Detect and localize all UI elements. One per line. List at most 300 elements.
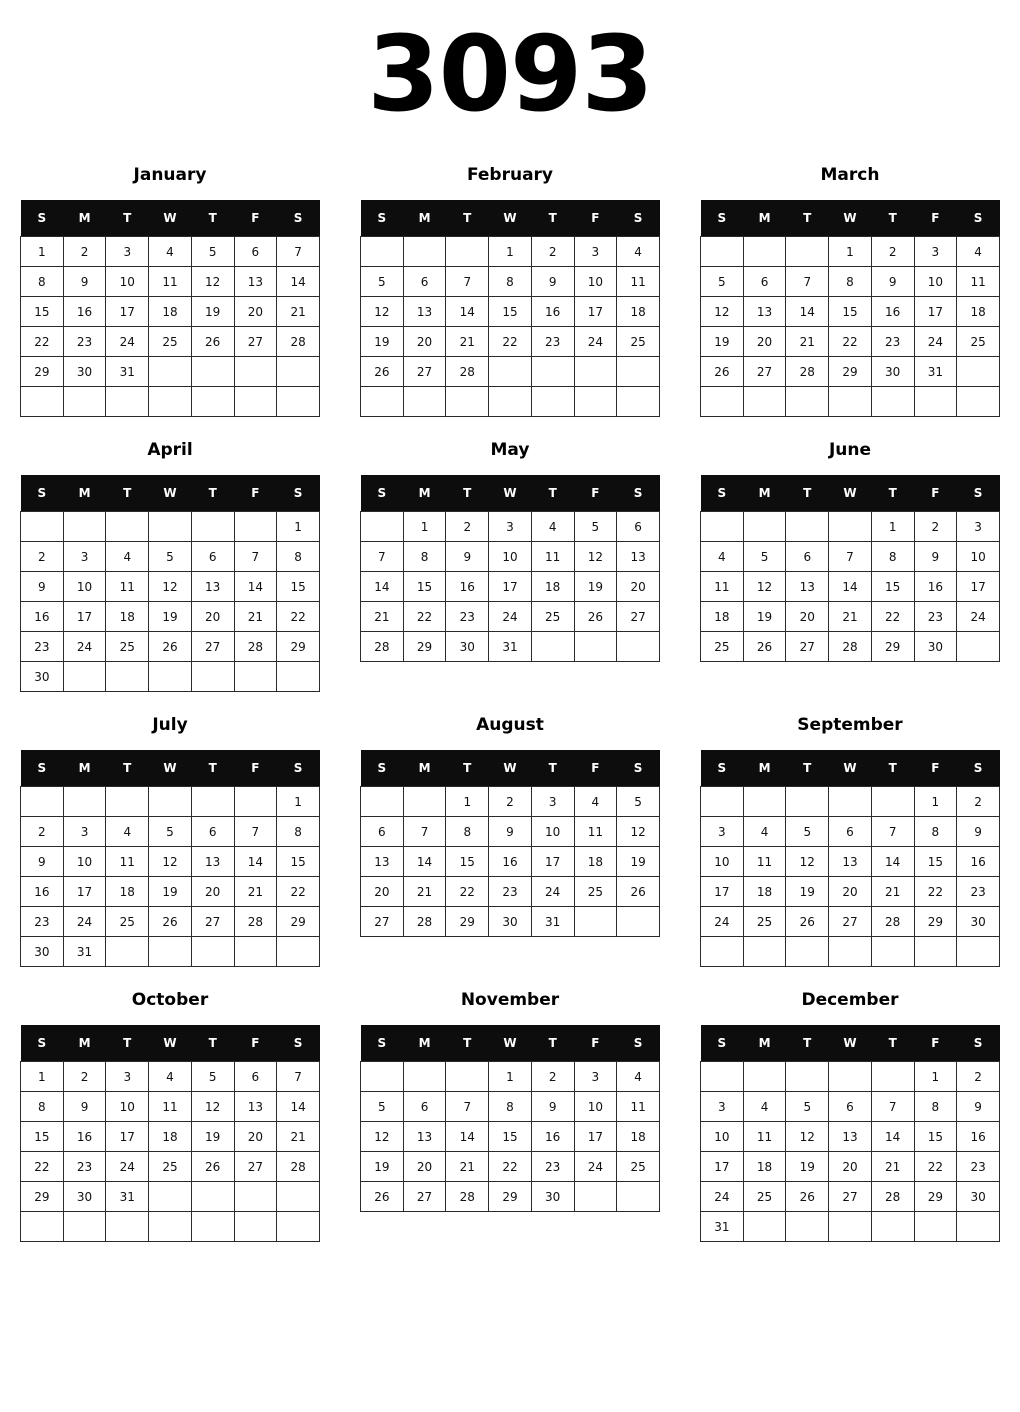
day-cell[interactable]: 15 [277, 847, 320, 877]
day-cell[interactable]: 13 [617, 542, 660, 572]
day-cell[interactable]: 22 [489, 327, 532, 357]
day-cell[interactable]: 3 [701, 1092, 744, 1122]
day-cell[interactable]: 19 [191, 1122, 234, 1152]
day-cell[interactable]: 8 [277, 542, 320, 572]
day-cell[interactable]: 12 [191, 267, 234, 297]
day-cell[interactable]: 26 [786, 907, 829, 937]
day-cell[interactable]: 1 [914, 787, 957, 817]
day-cell[interactable]: 17 [489, 572, 532, 602]
day-cell[interactable]: 14 [871, 847, 914, 877]
day-cell[interactable]: 15 [21, 297, 64, 327]
day-cell[interactable]: 23 [21, 632, 64, 662]
day-cell[interactable]: 28 [446, 1182, 489, 1212]
day-cell[interactable]: 1 [871, 512, 914, 542]
day-cell[interactable]: 19 [361, 1152, 404, 1182]
day-cell[interactable]: 24 [63, 632, 106, 662]
day-cell[interactable]: 25 [617, 1152, 660, 1182]
day-cell[interactable]: 5 [149, 817, 192, 847]
day-cell[interactable]: 14 [829, 572, 872, 602]
day-cell[interactable]: 31 [106, 1182, 149, 1212]
day-cell[interactable]: 11 [106, 572, 149, 602]
day-cell[interactable]: 15 [489, 1122, 532, 1152]
day-cell[interactable]: 11 [743, 847, 786, 877]
day-cell[interactable]: 27 [403, 1182, 446, 1212]
day-cell[interactable]: 18 [743, 1152, 786, 1182]
day-cell[interactable]: 27 [829, 1182, 872, 1212]
day-cell[interactable]: 12 [361, 1122, 404, 1152]
day-cell[interactable]: 24 [106, 1152, 149, 1182]
day-cell[interactable]: 19 [149, 602, 192, 632]
day-cell[interactable]: 13 [191, 847, 234, 877]
day-cell[interactable]: 16 [446, 572, 489, 602]
day-cell[interactable]: 16 [531, 297, 574, 327]
day-cell[interactable]: 27 [191, 907, 234, 937]
day-cell[interactable]: 3 [914, 237, 957, 267]
day-cell[interactable]: 18 [743, 877, 786, 907]
day-cell[interactable]: 7 [871, 1092, 914, 1122]
day-cell[interactable]: 23 [957, 1152, 1000, 1182]
day-cell[interactable]: 21 [871, 877, 914, 907]
day-cell[interactable]: 2 [531, 237, 574, 267]
day-cell[interactable]: 24 [63, 907, 106, 937]
day-cell[interactable]: 20 [191, 602, 234, 632]
day-cell[interactable]: 22 [914, 1152, 957, 1182]
day-cell[interactable]: 13 [234, 1092, 277, 1122]
day-cell[interactable]: 29 [277, 907, 320, 937]
day-cell[interactable]: 11 [574, 817, 617, 847]
day-cell[interactable]: 31 [531, 907, 574, 937]
day-cell[interactable]: 28 [403, 907, 446, 937]
day-cell[interactable]: 12 [149, 572, 192, 602]
day-cell[interactable]: 11 [149, 267, 192, 297]
day-cell[interactable]: 19 [191, 297, 234, 327]
day-cell[interactable]: 10 [63, 572, 106, 602]
day-cell[interactable]: 28 [446, 357, 489, 387]
day-cell[interactable]: 9 [63, 1092, 106, 1122]
day-cell[interactable]: 5 [786, 817, 829, 847]
day-cell[interactable]: 7 [403, 817, 446, 847]
day-cell[interactable]: 28 [829, 632, 872, 662]
day-cell[interactable]: 27 [234, 327, 277, 357]
day-cell[interactable]: 19 [786, 877, 829, 907]
day-cell[interactable]: 3 [574, 1062, 617, 1092]
day-cell[interactable]: 1 [277, 512, 320, 542]
day-cell[interactable]: 13 [829, 1122, 872, 1152]
day-cell[interactable]: 23 [914, 602, 957, 632]
day-cell[interactable]: 18 [149, 297, 192, 327]
day-cell[interactable]: 17 [531, 847, 574, 877]
day-cell[interactable]: 25 [617, 327, 660, 357]
day-cell[interactable]: 20 [403, 327, 446, 357]
day-cell[interactable]: 22 [21, 327, 64, 357]
day-cell[interactable]: 9 [914, 542, 957, 572]
day-cell[interactable]: 8 [403, 542, 446, 572]
day-cell[interactable]: 3 [106, 1062, 149, 1092]
day-cell[interactable]: 10 [63, 847, 106, 877]
day-cell[interactable]: 30 [63, 357, 106, 387]
day-cell[interactable]: 29 [914, 1182, 957, 1212]
day-cell[interactable]: 23 [531, 1152, 574, 1182]
day-cell[interactable]: 19 [149, 877, 192, 907]
day-cell[interactable]: 29 [446, 907, 489, 937]
day-cell[interactable]: 26 [361, 357, 404, 387]
day-cell[interactable]: 27 [786, 632, 829, 662]
day-cell[interactable]: 27 [829, 907, 872, 937]
day-cell[interactable]: 25 [106, 632, 149, 662]
day-cell[interactable]: 2 [957, 1062, 1000, 1092]
day-cell[interactable]: 16 [914, 572, 957, 602]
day-cell[interactable]: 22 [446, 877, 489, 907]
day-cell[interactable]: 15 [21, 1122, 64, 1152]
day-cell[interactable]: 28 [871, 907, 914, 937]
day-cell[interactable]: 17 [914, 297, 957, 327]
day-cell[interactable]: 26 [701, 357, 744, 387]
day-cell[interactable]: 17 [701, 877, 744, 907]
day-cell[interactable]: 22 [277, 877, 320, 907]
day-cell[interactable]: 26 [149, 632, 192, 662]
day-cell[interactable]: 10 [914, 267, 957, 297]
day-cell[interactable]: 14 [277, 267, 320, 297]
day-cell[interactable]: 25 [743, 907, 786, 937]
day-cell[interactable]: 28 [361, 632, 404, 662]
day-cell[interactable]: 23 [871, 327, 914, 357]
day-cell[interactable]: 21 [871, 1152, 914, 1182]
day-cell[interactable]: 20 [786, 602, 829, 632]
day-cell[interactable]: 20 [191, 877, 234, 907]
day-cell[interactable]: 24 [957, 602, 1000, 632]
day-cell[interactable]: 6 [829, 817, 872, 847]
day-cell[interactable]: 8 [829, 267, 872, 297]
day-cell[interactable]: 4 [149, 1062, 192, 1092]
day-cell[interactable]: 26 [191, 1152, 234, 1182]
day-cell[interactable]: 4 [743, 817, 786, 847]
day-cell[interactable]: 2 [446, 512, 489, 542]
day-cell[interactable]: 4 [617, 237, 660, 267]
day-cell[interactable]: 9 [489, 817, 532, 847]
day-cell[interactable]: 21 [403, 877, 446, 907]
day-cell[interactable]: 7 [234, 817, 277, 847]
day-cell[interactable]: 29 [21, 1182, 64, 1212]
day-cell[interactable]: 8 [914, 817, 957, 847]
day-cell[interactable]: 20 [617, 572, 660, 602]
day-cell[interactable]: 2 [531, 1062, 574, 1092]
day-cell[interactable]: 14 [277, 1092, 320, 1122]
day-cell[interactable]: 12 [191, 1092, 234, 1122]
day-cell[interactable]: 9 [63, 267, 106, 297]
day-cell[interactable]: 7 [871, 817, 914, 847]
day-cell[interactable]: 16 [957, 847, 1000, 877]
day-cell[interactable]: 22 [914, 877, 957, 907]
day-cell[interactable]: 5 [786, 1092, 829, 1122]
day-cell[interactable]: 18 [531, 572, 574, 602]
day-cell[interactable]: 23 [63, 1152, 106, 1182]
day-cell[interactable]: 3 [63, 817, 106, 847]
day-cell[interactable]: 25 [957, 327, 1000, 357]
day-cell[interactable]: 12 [574, 542, 617, 572]
day-cell[interactable]: 6 [234, 1062, 277, 1092]
day-cell[interactable]: 26 [743, 632, 786, 662]
day-cell[interactable]: 12 [786, 847, 829, 877]
day-cell[interactable]: 6 [743, 267, 786, 297]
day-cell[interactable]: 19 [617, 847, 660, 877]
day-cell[interactable]: 31 [63, 937, 106, 967]
day-cell[interactable]: 9 [21, 847, 64, 877]
day-cell[interactable]: 13 [403, 1122, 446, 1152]
day-cell[interactable]: 26 [574, 602, 617, 632]
day-cell[interactable]: 21 [446, 1152, 489, 1182]
day-cell[interactable]: 18 [106, 602, 149, 632]
day-cell[interactable]: 27 [361, 907, 404, 937]
day-cell[interactable]: 10 [489, 542, 532, 572]
day-cell[interactable]: 18 [106, 877, 149, 907]
day-cell[interactable]: 24 [574, 1152, 617, 1182]
day-cell[interactable]: 1 [277, 787, 320, 817]
day-cell[interactable]: 7 [277, 237, 320, 267]
day-cell[interactable]: 10 [574, 267, 617, 297]
day-cell[interactable]: 2 [914, 512, 957, 542]
day-cell[interactable]: 28 [277, 1152, 320, 1182]
day-cell[interactable]: 19 [574, 572, 617, 602]
day-cell[interactable]: 16 [489, 847, 532, 877]
day-cell[interactable]: 27 [743, 357, 786, 387]
day-cell[interactable]: 19 [701, 327, 744, 357]
day-cell[interactable]: 2 [871, 237, 914, 267]
day-cell[interactable]: 2 [63, 237, 106, 267]
day-cell[interactable]: 17 [63, 602, 106, 632]
day-cell[interactable]: 15 [914, 1122, 957, 1152]
day-cell[interactable]: 2 [957, 787, 1000, 817]
day-cell[interactable]: 11 [617, 267, 660, 297]
day-cell[interactable]: 27 [234, 1152, 277, 1182]
day-cell[interactable]: 16 [21, 877, 64, 907]
day-cell[interactable]: 24 [106, 327, 149, 357]
day-cell[interactable]: 23 [489, 877, 532, 907]
day-cell[interactable]: 25 [701, 632, 744, 662]
day-cell[interactable]: 28 [786, 357, 829, 387]
day-cell[interactable]: 3 [957, 512, 1000, 542]
day-cell[interactable]: 5 [574, 512, 617, 542]
day-cell[interactable]: 28 [234, 907, 277, 937]
day-cell[interactable]: 16 [63, 297, 106, 327]
day-cell[interactable]: 2 [63, 1062, 106, 1092]
day-cell[interactable]: 24 [701, 1182, 744, 1212]
day-cell[interactable]: 25 [743, 1182, 786, 1212]
day-cell[interactable]: 14 [446, 297, 489, 327]
day-cell[interactable]: 9 [21, 572, 64, 602]
day-cell[interactable]: 30 [63, 1182, 106, 1212]
day-cell[interactable]: 10 [531, 817, 574, 847]
day-cell[interactable]: 17 [106, 297, 149, 327]
day-cell[interactable]: 9 [531, 1092, 574, 1122]
day-cell[interactable]: 29 [914, 907, 957, 937]
day-cell[interactable]: 21 [277, 1122, 320, 1152]
day-cell[interactable]: 30 [21, 662, 64, 692]
day-cell[interactable]: 1 [21, 1062, 64, 1092]
day-cell[interactable]: 29 [21, 357, 64, 387]
day-cell[interactable]: 11 [531, 542, 574, 572]
day-cell[interactable]: 12 [701, 297, 744, 327]
day-cell[interactable]: 4 [149, 237, 192, 267]
day-cell[interactable]: 20 [234, 1122, 277, 1152]
day-cell[interactable]: 14 [871, 1122, 914, 1152]
day-cell[interactable]: 21 [361, 602, 404, 632]
day-cell[interactable]: 16 [957, 1122, 1000, 1152]
day-cell[interactable]: 31 [489, 632, 532, 662]
day-cell[interactable]: 10 [957, 542, 1000, 572]
day-cell[interactable]: 8 [446, 817, 489, 847]
day-cell[interactable]: 22 [489, 1152, 532, 1182]
day-cell[interactable]: 23 [63, 327, 106, 357]
day-cell[interactable]: 23 [531, 327, 574, 357]
day-cell[interactable]: 14 [234, 572, 277, 602]
day-cell[interactable]: 30 [914, 632, 957, 662]
day-cell[interactable]: 3 [574, 237, 617, 267]
day-cell[interactable]: 25 [149, 327, 192, 357]
day-cell[interactable]: 31 [701, 1212, 744, 1242]
day-cell[interactable]: 16 [531, 1122, 574, 1152]
day-cell[interactable]: 15 [489, 297, 532, 327]
day-cell[interactable]: 28 [871, 1182, 914, 1212]
day-cell[interactable]: 1 [914, 1062, 957, 1092]
day-cell[interactable]: 30 [871, 357, 914, 387]
day-cell[interactable]: 10 [701, 1122, 744, 1152]
day-cell[interactable]: 2 [21, 817, 64, 847]
day-cell[interactable]: 13 [743, 297, 786, 327]
day-cell[interactable]: 12 [361, 297, 404, 327]
day-cell[interactable]: 7 [786, 267, 829, 297]
day-cell[interactable]: 1 [489, 1062, 532, 1092]
day-cell[interactable]: 20 [829, 1152, 872, 1182]
day-cell[interactable]: 26 [191, 327, 234, 357]
day-cell[interactable]: 22 [21, 1152, 64, 1182]
day-cell[interactable]: 24 [914, 327, 957, 357]
day-cell[interactable]: 4 [106, 542, 149, 572]
day-cell[interactable]: 21 [277, 297, 320, 327]
day-cell[interactable]: 29 [277, 632, 320, 662]
day-cell[interactable]: 27 [617, 602, 660, 632]
day-cell[interactable]: 21 [786, 327, 829, 357]
day-cell[interactable]: 13 [191, 572, 234, 602]
day-cell[interactable]: 7 [361, 542, 404, 572]
day-cell[interactable]: 14 [234, 847, 277, 877]
day-cell[interactable]: 3 [106, 237, 149, 267]
day-cell[interactable]: 15 [403, 572, 446, 602]
day-cell[interactable]: 23 [957, 877, 1000, 907]
day-cell[interactable]: 17 [106, 1122, 149, 1152]
day-cell[interactable]: 5 [617, 787, 660, 817]
day-cell[interactable]: 2 [21, 542, 64, 572]
day-cell[interactable]: 4 [574, 787, 617, 817]
day-cell[interactable]: 16 [21, 602, 64, 632]
day-cell[interactable]: 12 [149, 847, 192, 877]
day-cell[interactable]: 8 [871, 542, 914, 572]
day-cell[interactable]: 6 [191, 817, 234, 847]
day-cell[interactable]: 1 [446, 787, 489, 817]
day-cell[interactable]: 22 [277, 602, 320, 632]
day-cell[interactable]: 8 [277, 817, 320, 847]
day-cell[interactable]: 8 [21, 267, 64, 297]
day-cell[interactable]: 19 [786, 1152, 829, 1182]
day-cell[interactable]: 13 [361, 847, 404, 877]
day-cell[interactable]: 13 [829, 847, 872, 877]
day-cell[interactable]: 9 [446, 542, 489, 572]
day-cell[interactable]: 17 [63, 877, 106, 907]
day-cell[interactable]: 14 [786, 297, 829, 327]
day-cell[interactable]: 9 [957, 1092, 1000, 1122]
day-cell[interactable]: 20 [743, 327, 786, 357]
day-cell[interactable]: 6 [234, 237, 277, 267]
day-cell[interactable]: 29 [403, 632, 446, 662]
day-cell[interactable]: 17 [957, 572, 1000, 602]
day-cell[interactable]: 10 [701, 847, 744, 877]
day-cell[interactable]: 9 [871, 267, 914, 297]
day-cell[interactable]: 4 [617, 1062, 660, 1092]
day-cell[interactable]: 26 [617, 877, 660, 907]
day-cell[interactable]: 30 [489, 907, 532, 937]
day-cell[interactable]: 11 [617, 1092, 660, 1122]
day-cell[interactable]: 5 [743, 542, 786, 572]
day-cell[interactable]: 3 [701, 817, 744, 847]
day-cell[interactable]: 11 [957, 267, 1000, 297]
day-cell[interactable]: 8 [21, 1092, 64, 1122]
day-cell[interactable]: 15 [446, 847, 489, 877]
day-cell[interactable]: 15 [871, 572, 914, 602]
day-cell[interactable]: 15 [914, 847, 957, 877]
day-cell[interactable]: 14 [446, 1122, 489, 1152]
day-cell[interactable]: 18 [617, 297, 660, 327]
day-cell[interactable]: 5 [361, 267, 404, 297]
day-cell[interactable]: 6 [361, 817, 404, 847]
day-cell[interactable]: 10 [106, 1092, 149, 1122]
day-cell[interactable]: 29 [489, 1182, 532, 1212]
day-cell[interactable]: 5 [149, 542, 192, 572]
day-cell[interactable]: 5 [701, 267, 744, 297]
day-cell[interactable]: 24 [701, 907, 744, 937]
day-cell[interactable]: 9 [957, 817, 1000, 847]
day-cell[interactable]: 24 [531, 877, 574, 907]
day-cell[interactable]: 12 [743, 572, 786, 602]
day-cell[interactable]: 4 [743, 1092, 786, 1122]
day-cell[interactable]: 18 [617, 1122, 660, 1152]
day-cell[interactable]: 12 [786, 1122, 829, 1152]
day-cell[interactable]: 6 [191, 542, 234, 572]
day-cell[interactable]: 21 [446, 327, 489, 357]
day-cell[interactable]: 22 [403, 602, 446, 632]
day-cell[interactable]: 24 [574, 327, 617, 357]
day-cell[interactable]: 20 [403, 1152, 446, 1182]
day-cell[interactable]: 18 [957, 297, 1000, 327]
day-cell[interactable]: 30 [446, 632, 489, 662]
day-cell[interactable]: 21 [234, 877, 277, 907]
day-cell[interactable]: 31 [106, 357, 149, 387]
day-cell[interactable]: 25 [531, 602, 574, 632]
day-cell[interactable]: 30 [531, 1182, 574, 1212]
day-cell[interactable]: 15 [277, 572, 320, 602]
day-cell[interactable]: 5 [191, 1062, 234, 1092]
day-cell[interactable]: 31 [914, 357, 957, 387]
day-cell[interactable]: 4 [701, 542, 744, 572]
day-cell[interactable]: 6 [403, 267, 446, 297]
day-cell[interactable]: 1 [403, 512, 446, 542]
day-cell[interactable]: 6 [786, 542, 829, 572]
day-cell[interactable]: 7 [829, 542, 872, 572]
day-cell[interactable]: 9 [531, 267, 574, 297]
day-cell[interactable]: 28 [277, 327, 320, 357]
day-cell[interactable]: 25 [574, 877, 617, 907]
day-cell[interactable]: 13 [403, 297, 446, 327]
day-cell[interactable]: 1 [489, 237, 532, 267]
day-cell[interactable]: 16 [871, 297, 914, 327]
